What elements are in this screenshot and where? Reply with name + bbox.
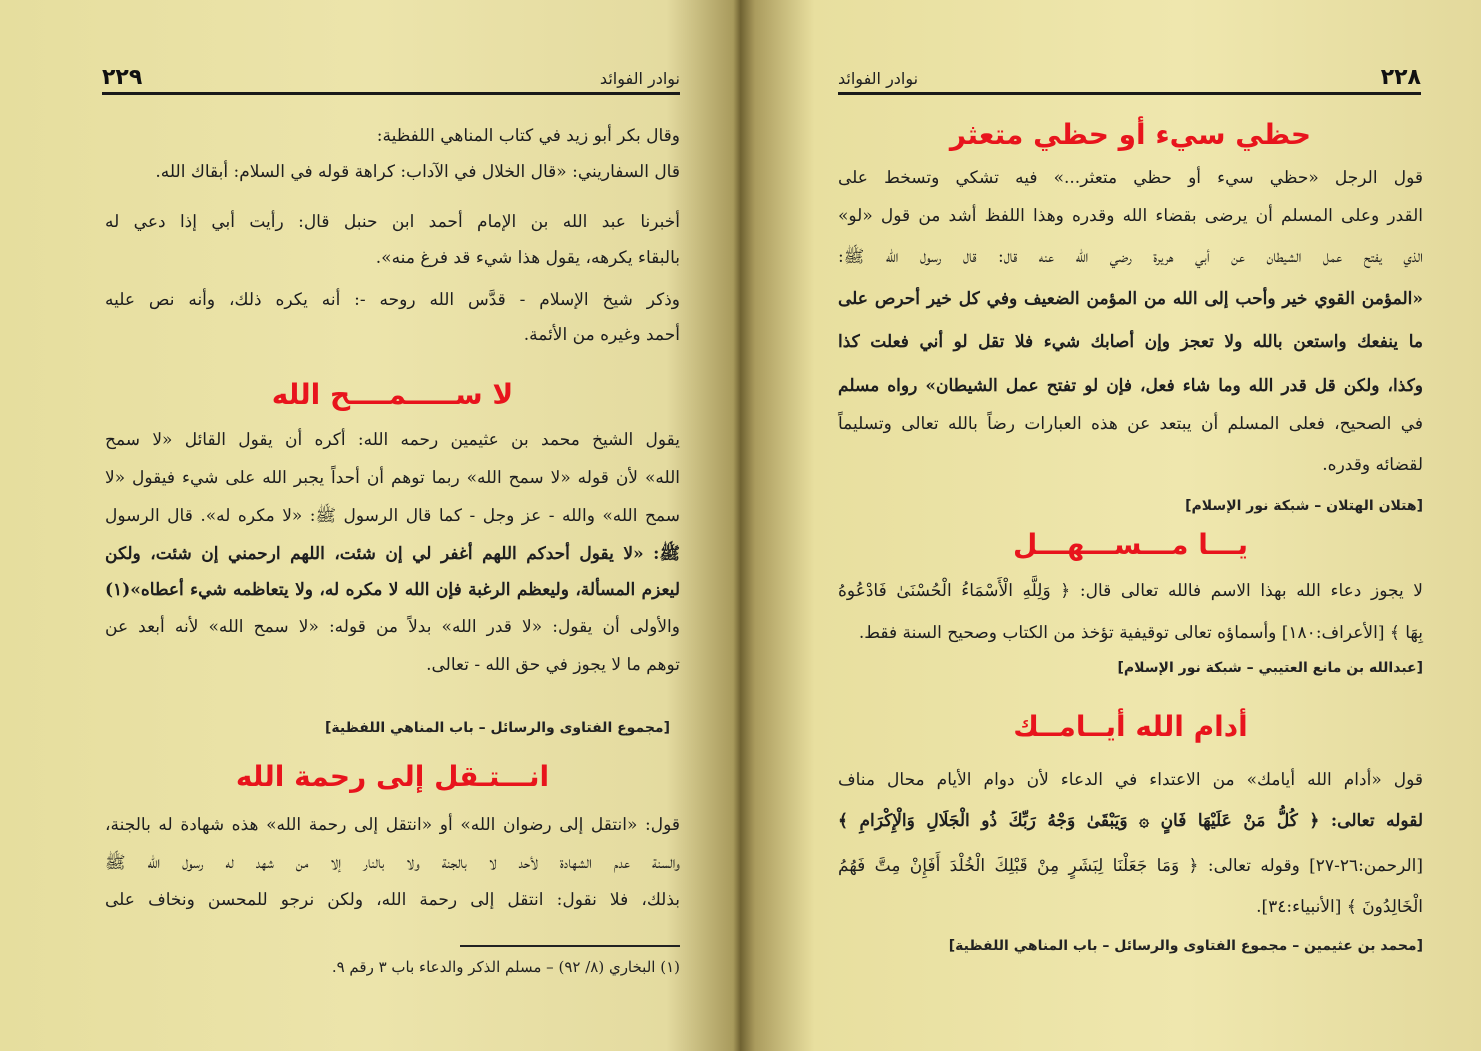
text-line: وقال بكر أبو زيد في كتاب المناهي اللفظية: — [376, 126, 680, 146]
text-line: قول «أدام الله أيامك» من الاعتداء في الدعاء لأن دوام الأيام محال مناف — [838, 770, 1423, 790]
page-header — [838, 62, 1421, 95]
text-line: القدر وعلى المسلم أن يرضى بقضاء الله وقدره وهذا اللفظ أشد من قول «لو» — [838, 206, 1423, 226]
text-line: الله» لأن قوله «لا سمح الله» ربما توهم أن أحداً يجبر الله على شيء فيقول «لا — [105, 468, 680, 488]
page-number: ٢٢٨ — [1380, 65, 1421, 90]
running-title: نوادر الفوائد — [599, 69, 680, 88]
footnote-rule — [460, 945, 680, 947]
page-number: ٢٢٩ — [102, 65, 143, 90]
text-line: أحمد وغيره من الأئمة. — [523, 325, 680, 345]
text-line: قول الرجل «حظي سيء أو حظي متعثر...» فيه تشكي وتسخط على — [838, 168, 1423, 188]
text-line: قال السفاريني: «قال الخلال في الآداب: كراهة قوله في السلام: أبقاك الله. — [155, 162, 680, 182]
footnote: (١) البخاري (٨/ ٩٢) – مسلم الذكر والدعاء باب ٣ رقم ٩. — [331, 958, 680, 976]
text-line: لقضائه وقدره. — [1322, 455, 1423, 475]
text-line: ما ينفعك واستعن بالله ولا تعجز وإن أصابك شيء فلا تقل لو أني فعلت كذا — [838, 332, 1423, 352]
text-line: أخبرنا عبد الله بن الإمام أحمد ابن حنبل قال: رأيت أبي إذا دعي له — [105, 212, 680, 232]
text-line: «المؤمن القوي خير وأحب إلى الله من المؤمن الضعيف وفي كل خير أحرص على — [838, 289, 1423, 309]
section-heading: حظي سيء أو حظي متعثر — [949, 118, 1312, 151]
text-line: توهم ما لا يجوز في حق الله - تعالى. — [426, 655, 680, 675]
text-line: لقوله تعالى: ﴿ كُلُّ مَنْ عَلَيْهَا فَانٍ ۞ وَيَبْقَىٰ وَجْهُ رَبِّكَ ذُو الْجَلَالِ وَالْإِكْرَامِ ﴾ — [838, 811, 1423, 831]
text-line: بِهَا ﴾ [الأعراف:١٨٠] وأسماؤه تعالى توقيفية تؤخذ من الكتاب وصحيح السنة فقط. — [858, 623, 1423, 643]
source-citation: [هتلان الهتلان – شبكة نور الإسلام] — [1185, 498, 1423, 514]
text-line: والأولى أن يقول: «لا قدر الله» بدلاً من قوله: «لا سمح الله» لأنه أبعد عن — [105, 617, 680, 637]
source-citation: [مجموع الفتاوى والرسائل – باب المناهي اللفظية] — [325, 720, 670, 736]
text-line: والسنة عدم الشهادة لأحد لا بالجنة ولا بالنار إلا من شهد له رسول الله ﷺ — [105, 853, 680, 873]
section-heading: انـــتـقل إلى رحمة الله — [235, 760, 550, 793]
section-heading: لا ســـــمــــح الله — [271, 378, 514, 411]
text-line: بالبقاء يكرهه، يقول هذا شيء قد فرغ منه». — [375, 248, 680, 268]
text-line: ﷺ: «لا يقول أحدكم اللهم أغفر لي إن شئت، اللهم ارحمني إن شئت، ولكن — [105, 544, 680, 564]
section-heading: أدام الله أيــامــك — [1013, 710, 1248, 743]
text-line: يقول الشيخ محمد بن عثيمين رحمه الله: أكره أن يقول القائل «لا سمح — [105, 430, 680, 450]
text-line: ليعزم المسألة، وليعظم الرغبة فإن الله لا مكره له، ولا يتعاظمه شيء أعطاه»(١) — [105, 580, 680, 600]
page-header — [102, 62, 680, 95]
text-line: الذي يفتح عمل الشيطان عن أبي هريرة رضي الله عنه قال: قال رسول الله ﷺ: — [838, 247, 1423, 267]
text-line: في الصحيح، فعلى المسلم أن يبتعد عن هذه العبارات رضاً بالله تعالى وتسليماً — [838, 414, 1423, 434]
text-line: قول: «انتقل إلى رضوان الله» أو «انتقل إلى رحمة الله» هذه شهادة له بالجنة، — [105, 815, 680, 835]
source-citation: [عبدالله بن مانع العتيبي – شبكة نور الإسلام] — [1117, 660, 1423, 676]
text-line: سمح الله» والله - عز وجل - كما قال الرسول ﷺ: «لا مكره له». قال الرسول — [105, 506, 680, 526]
right-page — [748, 0, 1481, 1051]
left-page — [0, 0, 730, 1051]
section-heading: يـــا مـــســـهـــل — [1013, 528, 1248, 561]
text-line: [الرحمن:٢٦-٢٧] وقوله تعالى: ﴿ وَمَا جَعَلْنَا لِبَشَرٍ مِنْ قَبْلِكَ الْخُلْدَ أَفَإِنْ مِتَّ فَهُمُ — [838, 856, 1423, 876]
source-citation: [محمد بن عثيمين – مجموع الفتاوى والرسائل – باب المناهي اللفظية] — [948, 938, 1423, 954]
text-line: الْخَالِدُونَ ﴾ [الأنبياء:٣٤]. — [1256, 897, 1423, 917]
text-line: بذلك، فلا نقول: انتقل إلى رحمة الله، ولكن نرجو للمحسن ونخاف على — [105, 890, 680, 910]
text-line: وكذا، ولكن قل قدر الله وما شاء فعل، فإن لو تفتح عمل الشيطان» رواه مسلم — [838, 376, 1423, 396]
text-line: وذكر شيخ الإسلام - قدَّس الله روحه -: أنه يكره ذلك، وأنه نص عليه — [105, 290, 680, 310]
running-title: نوادر الفوائد — [838, 69, 919, 88]
text-line: لا يجوز دعاء الله بهذا الاسم فالله تعالى قال: ﴿ وَلِلَّهِ الْأَسْمَاءُ الْحُسْنَىٰ فَادْعُوهُ — [838, 581, 1423, 601]
